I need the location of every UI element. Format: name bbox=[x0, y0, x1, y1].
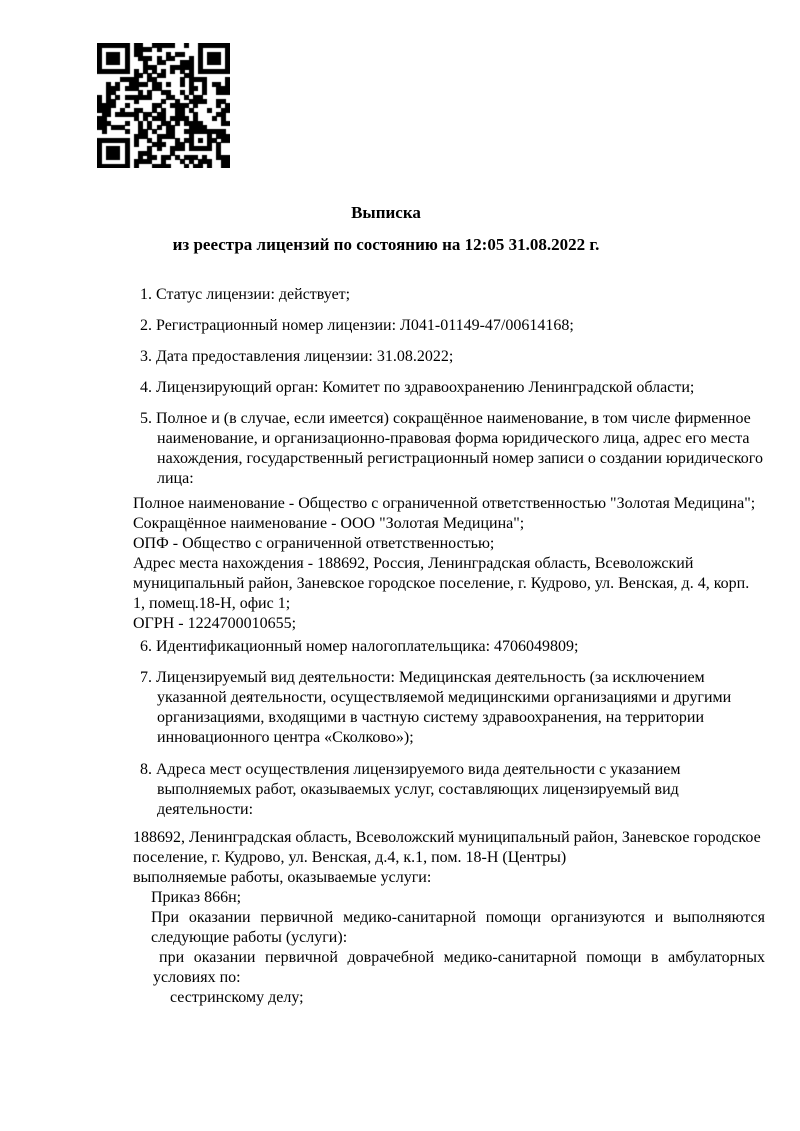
item-text: Полное и (в случае, если имеется) сокращённое наименование, в том числе фирменное наименование, и организационно-правовая форма юридического лица, адрес его места нахождения, государственный регистрационный номер записи о создании юридического лица: bbox=[156, 410, 763, 487]
list-item-activity-addresses bbox=[133, 760, 765, 820]
item-text: Регистрационный номер лицензии: Л041-01149-47/00614168; bbox=[156, 317, 574, 334]
item-number: 4. bbox=[140, 379, 152, 396]
title-block bbox=[0, 202, 772, 256]
list-item-inn bbox=[133, 637, 765, 657]
list-item-licensing-authority bbox=[133, 378, 765, 398]
activity-address-block bbox=[133, 828, 765, 1008]
list-item-status bbox=[133, 285, 765, 305]
list-item-grant-date bbox=[133, 347, 765, 367]
item-number: 6. bbox=[140, 638, 152, 655]
list-item-activity-type bbox=[133, 668, 765, 748]
primary-care-works: При оказании первичной медико-санитарной помощи организуются и выполняются следующие работы (услуги): bbox=[151, 909, 765, 946]
item-number: 7. bbox=[140, 669, 152, 686]
order-reference: Приказ 866н; bbox=[151, 889, 242, 906]
item-text: Идентификационный номер налогоплательщика: 4706049809; bbox=[156, 638, 579, 655]
item-text: Дата предоставления лицензии: 31.08.2022; bbox=[156, 348, 454, 365]
nursing-work-item: сестринскому делу; bbox=[170, 989, 304, 1006]
activity-address: 188692, Ленинградская область, Всеволожский муниципальный район, Заневское городское поселение, г. Кудрово, ул. Венская, д.4, к.1, пом. 18-Н (Центры) bbox=[133, 829, 761, 866]
qr-code-icon bbox=[97, 43, 230, 168]
item-text: Статус лицензии: действует; bbox=[156, 286, 351, 303]
org-legal-form: ОПФ - Общество с ограниченной ответственностью; bbox=[133, 535, 495, 552]
pre-medical-care-works: при оказании первичной доврачебной медико-санитарной помощи в амбулаторных условиях по: bbox=[153, 949, 765, 986]
list-item-org-name-heading bbox=[133, 409, 765, 489]
org-full-name: Полное наименование - Общество с ограниченной ответственностью "Золотая Медицина"; bbox=[133, 495, 756, 512]
item-number: 3. bbox=[140, 348, 152, 365]
document-subtitle: из реестра лицензий по состоянию на 12:05 31.08.2022 г. bbox=[172, 235, 600, 254]
item-text: Адреса мест осуществления лицензируемого вида деятельности с указанием выполняемых работ, оказываемых услуг, составляющих лицензируемый вид деятельности: bbox=[156, 761, 681, 818]
list-item-registration-number bbox=[133, 316, 765, 336]
document-title: Выписка bbox=[351, 203, 421, 222]
item-text: Лицензируемый вид деятельности: Медицинская деятельность (за исключением указанной деятельности, осуществляемой медицинскими организациями и другими организациями, входящими в частную систему здравоохранения, на территории инновационного центра «Сколково»); bbox=[156, 669, 732, 746]
item-number: 5. bbox=[140, 410, 152, 427]
works-intro: выполняемые работы, оказываемые услуги: bbox=[133, 869, 432, 886]
item-number: 2. bbox=[140, 317, 152, 334]
document-body bbox=[133, 285, 765, 1008]
org-short-name: Сокращённое наименование - ООО "Золотая Медицина"; bbox=[133, 515, 525, 532]
organization-details bbox=[133, 494, 765, 634]
item-number: 1. bbox=[140, 286, 152, 303]
item-text: Лицензирующий орган: Комитет по здравоохранению Ленинградской области; bbox=[156, 379, 695, 396]
org-address: Адрес места нахождения - 188692, Россия, Ленинградская область, Всеволожский муниципальный район, Заневское городское поселение, г. Кудрово, ул. Венская, д. 4, корп. 1, помещ.18-Н, офис 1; bbox=[133, 555, 750, 612]
item-number: 8. bbox=[140, 761, 152, 778]
org-ogrn: ОГРН - 1224700010655; bbox=[133, 615, 297, 632]
